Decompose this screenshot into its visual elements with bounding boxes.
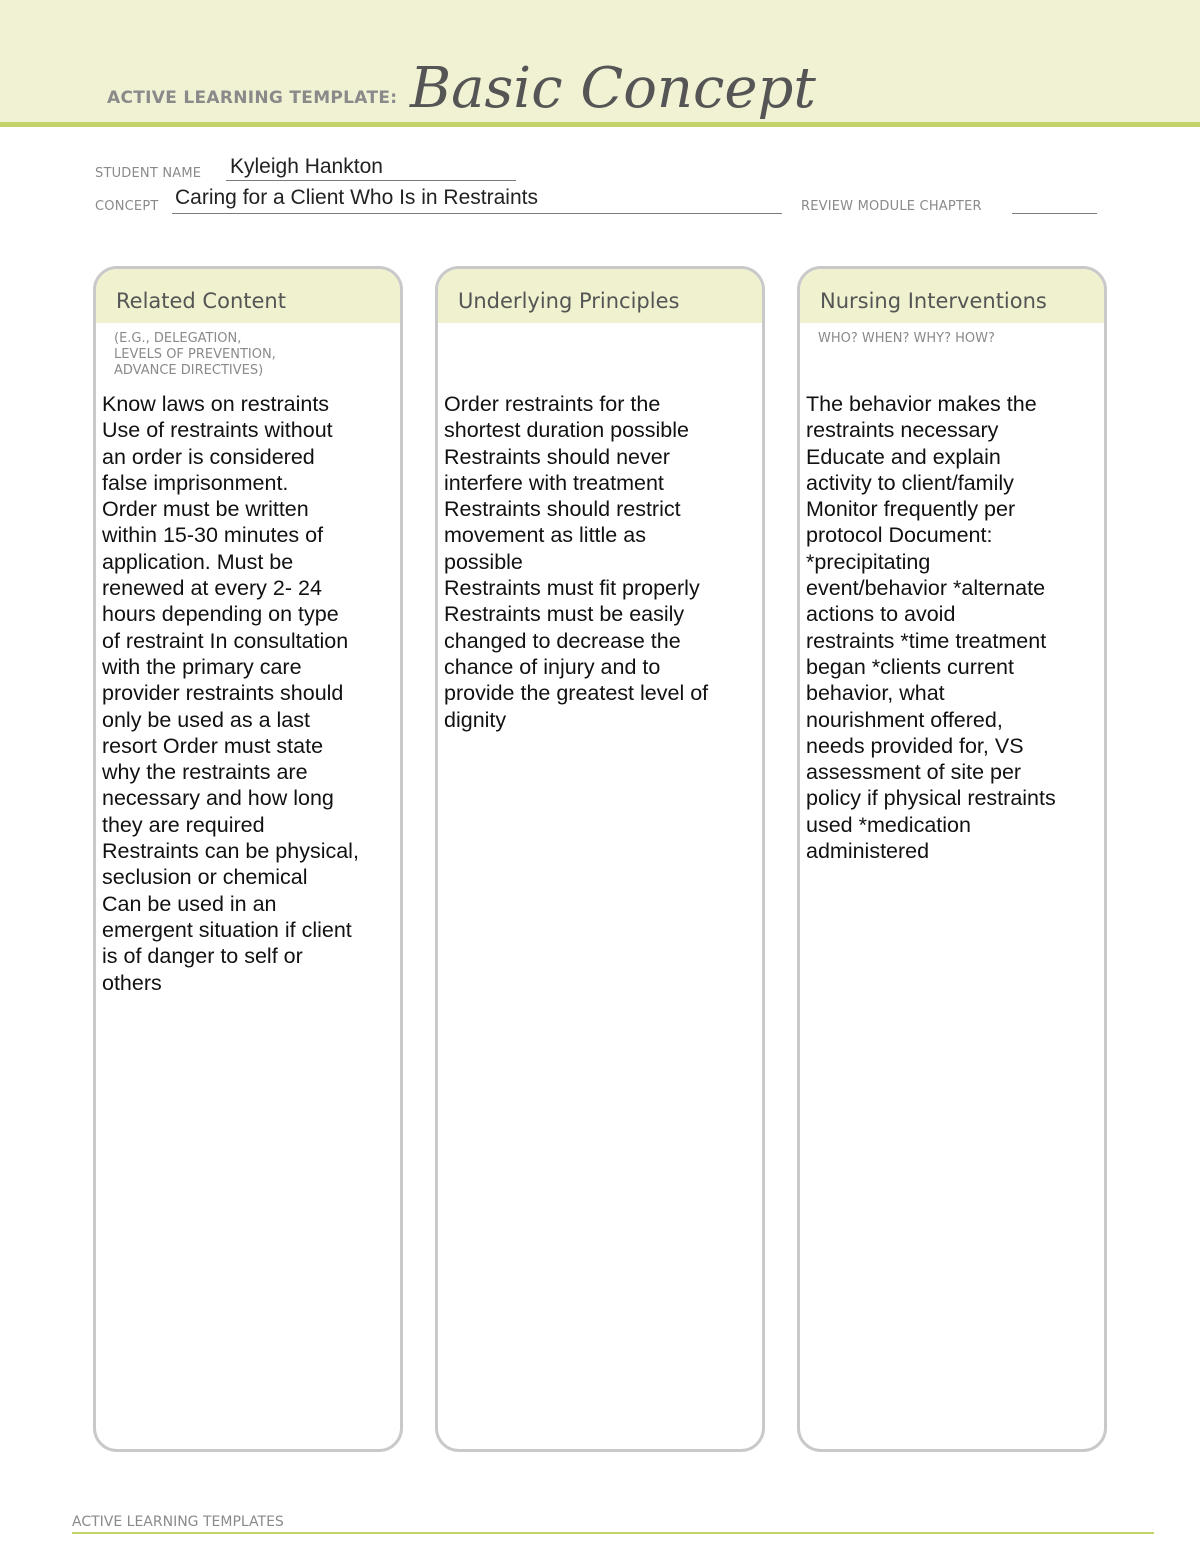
student-name-field[interactable]: Kyleigh Hankton	[230, 155, 383, 178]
student-name-label: STUDENT NAME	[95, 166, 202, 181]
footer-label: ACTIVE LEARNING TEMPLATES	[72, 1514, 284, 1530]
underlying-principles-title: Underlying Principles	[458, 289, 680, 313]
review-module-label: REVIEW MODULE CHAPTER	[801, 199, 982, 214]
concept-underline	[172, 213, 782, 214]
footer-divider	[72, 1532, 1154, 1534]
template-label: ACTIVE LEARNING TEMPLATE:	[107, 88, 398, 108]
concept-label: CONCEPT	[95, 199, 159, 214]
nursing-interventions-box	[797, 266, 1107, 1452]
related-content-title: Related Content	[116, 289, 286, 313]
underlying-principles-text[interactable]: Order restraints for the shortest duration possible Restraints should never interfere with treatment Restraints should restrict movement as little as possible Restraints must fit properly Restraints must be easily changed to decrease the chance of injury and to provide the greatest level of dignity	[444, 392, 709, 732]
related-content-hint: (E.G., DELEGATION, LEVELS OF PREVENTION, ADVANCE DIRECTIVES)	[114, 331, 276, 378]
concept-field[interactable]: Caring for a Client Who Is in Restraints	[175, 186, 538, 209]
page-title: Basic Concept	[410, 56, 816, 121]
nursing-interventions-hint: WHO? WHEN? WHY? HOW?	[818, 331, 995, 346]
student-name-underline	[226, 180, 516, 181]
header-divider	[0, 122, 1200, 127]
nursing-interventions-title: Nursing Interventions	[820, 289, 1047, 313]
related-content-text[interactable]: Know laws on restraints Use of restraints without an order is considered false imprisonment. Order must be written within 15-30 minutes of application. Must be renewed at every 2- 24 hours depending on type of restraint In consultation with the primary care provider restraints should only be used as a last resort Order must state why the restraints are necessary and how long they are required Restraints can be physical, seclusion or chemical Can be used in an emergent situation if client is of danger to self or others	[102, 392, 359, 995]
related-content-box	[93, 266, 403, 1452]
review-module-underline	[1012, 213, 1097, 214]
nursing-interventions-text[interactable]: The behavior makes the restraints necessary Educate and explain activity to client/family Monitor frequently per protocol Document: *precipitating event/behavior *alternate actions to avoid restraints *time treatment began *clients current behavior, what nourishment offered, needs provided for, VS assessment of site per policy if physical restraints used *medication administered	[806, 392, 1056, 864]
underlying-principles-box	[435, 266, 765, 1452]
